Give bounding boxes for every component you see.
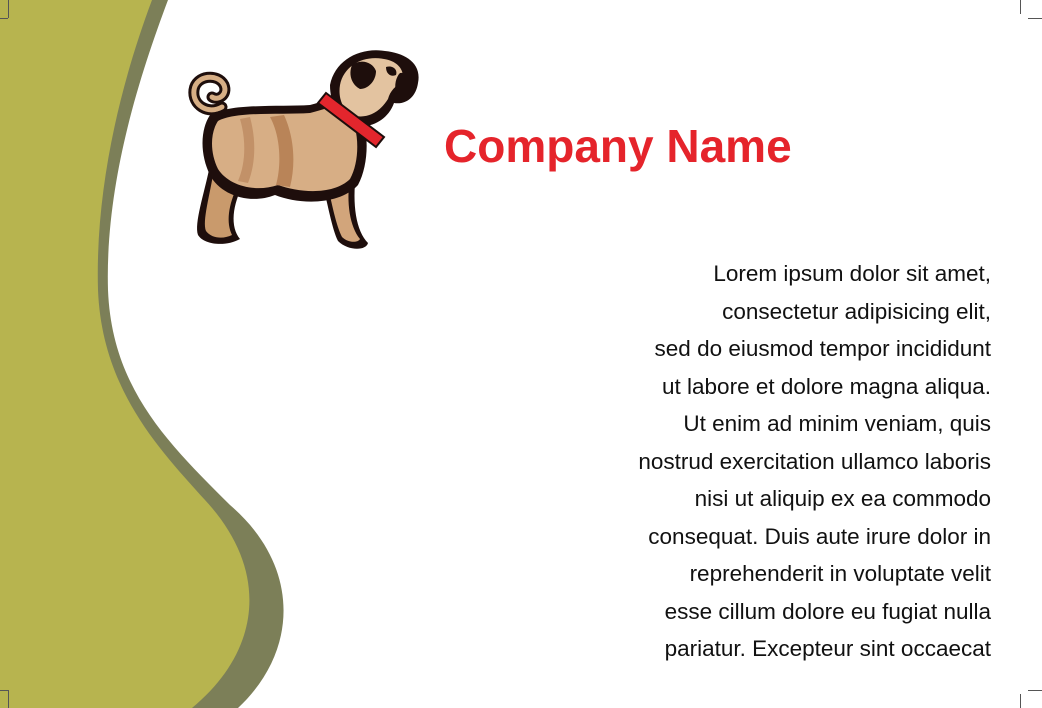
crop-mark-bottom-left-h bbox=[0, 690, 8, 691]
pug-dog-icon bbox=[180, 45, 425, 265]
body-text-line: pariatur. Excepteur sint occaecat bbox=[664, 636, 991, 661]
body-text-line: consectetur adipisicing elit, bbox=[722, 298, 991, 324]
body-text-line: Ut enim ad minim veniam, quis bbox=[683, 411, 991, 436]
body-text-line: sed do eiusmod tempor incididunt bbox=[654, 336, 991, 361]
body-text-line: consequat. Duis aute irure dolor in bbox=[648, 523, 991, 549]
body-text-line: reprehenderit in voluptate velit bbox=[689, 561, 991, 586]
crop-mark-top-right-v bbox=[1020, 0, 1021, 14]
body-text-line: nostrud exercitation ullamco laboris bbox=[638, 448, 991, 474]
crop-mark-top-right-h bbox=[1028, 18, 1042, 19]
body-text-line: ut labore et dolore magna aliqua. bbox=[662, 373, 991, 399]
company-name: Company Name bbox=[444, 120, 792, 172]
body-text-line: Lorem ipsum dolor sit amet, bbox=[713, 261, 991, 286]
body-text bbox=[531, 255, 991, 668]
crop-mark-bottom-left-v bbox=[8, 690, 9, 708]
body-text-line: esse cillum dolore eu fugiat nulla bbox=[664, 598, 991, 624]
crop-mark-bottom-right-h bbox=[1028, 690, 1042, 691]
crop-mark-top-left-v bbox=[8, 0, 9, 18]
crop-mark-top-left-h bbox=[0, 18, 8, 19]
crop-mark-bottom-right-v bbox=[1020, 694, 1021, 708]
body-text-line: nisi ut aliquip ex ea commodo bbox=[694, 486, 991, 511]
